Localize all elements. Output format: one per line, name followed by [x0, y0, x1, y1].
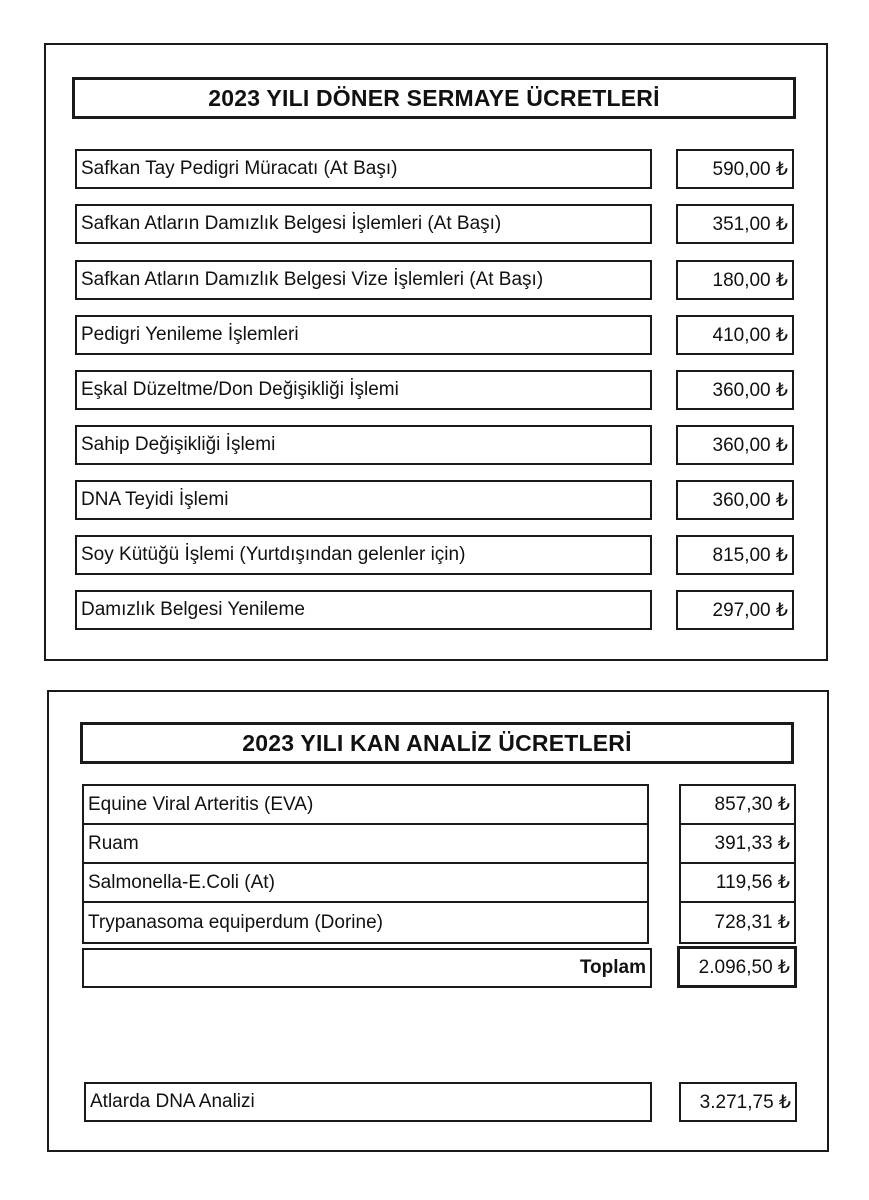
fee-price: 410,00 ₺ [676, 315, 794, 355]
fee-label: Sahip Değişikliği İşlemi [75, 425, 652, 465]
fee-price: 351,00 ₺ [676, 204, 794, 244]
section1-title: 2023 YILI DÖNER SERMAYE ÜCRETLERİ [72, 77, 796, 119]
fee-row [46, 315, 826, 355]
analysis-price: 119,56 ₺ [681, 864, 794, 903]
fee-label: Safkan Atların Damızlık Belgesi Vize İşlemleri (At Başı) [75, 260, 652, 300]
fee-price: 297,00 ₺ [676, 590, 794, 630]
fee-price: 360,00 ₺ [676, 480, 794, 520]
fee-label: Safkan Tay Pedigri Müracatı (At Başı) [75, 149, 652, 189]
analysis-label: Ruam [84, 825, 647, 864]
analysis-price-table [679, 784, 796, 944]
fee-row [46, 149, 826, 189]
fee-label: Damızlık Belgesi Yenileme [75, 590, 652, 630]
total-price: 2.096,50 ₺ [677, 946, 797, 988]
fee-row [46, 260, 826, 300]
fee-price: 360,00 ₺ [676, 370, 794, 410]
fee-label: Eşkal Düzeltme/Don Değişikliği İşlemi [75, 370, 652, 410]
dna-analysis-price: 3.271,75 ₺ [679, 1082, 797, 1122]
fee-row [46, 204, 826, 244]
fee-label: DNA Teyidi İşlemi [75, 480, 652, 520]
doner-sermaye-panel [44, 43, 828, 661]
dna-analysis-label: Atlarda DNA Analizi [84, 1082, 652, 1122]
section2-title: 2023 YILI KAN ANALİZ ÜCRETLERİ [80, 722, 794, 764]
analysis-price: 391,33 ₺ [681, 825, 794, 864]
analysis-label: Trypanasoma equiperdum (Dorine) [88, 911, 383, 933]
fee-label: Soy Kütüğü İşlemi (Yurtdışından gelenler için) [75, 535, 652, 575]
fee-price: 360,00 ₺ [676, 425, 794, 465]
analysis-label: Equine Viral Arteritis (EVA) [84, 786, 647, 825]
fee-label: Pedigri Yenileme İşlemleri [75, 315, 652, 355]
analysis-price: 728,31 ₺ [714, 912, 790, 933]
fee-price: 180,00 ₺ [676, 260, 794, 300]
fee-price: 815,00 ₺ [676, 535, 794, 575]
analysis-label: Salmonella-E.Coli (At) [84, 864, 647, 903]
analysis-price: 857,30 ₺ [681, 786, 794, 825]
fee-row [46, 370, 826, 410]
fee-label: Safkan Atların Damızlık Belgesi İşlemleri (At Başı) [75, 204, 652, 244]
fee-row [46, 425, 826, 465]
fee-row [46, 590, 826, 630]
fee-row [46, 480, 826, 520]
fee-row [46, 535, 826, 575]
total-label: Toplam [82, 948, 652, 988]
kan-analiz-panel [47, 690, 829, 1152]
fee-price: 590,00 ₺ [676, 149, 794, 189]
analysis-label-table [82, 784, 649, 944]
